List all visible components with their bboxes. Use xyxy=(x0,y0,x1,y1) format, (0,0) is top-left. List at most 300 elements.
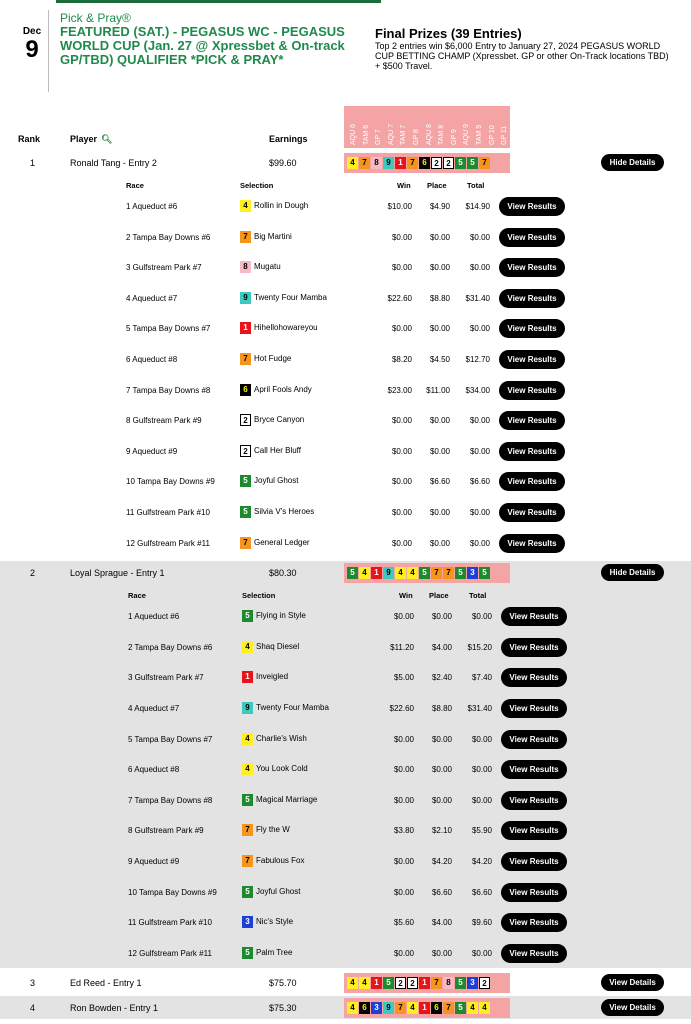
race-name: 12 Gulfstream Park #11 xyxy=(126,538,210,548)
view-results-button[interactable]: View Results xyxy=(499,258,565,277)
saddle-cloth-4: 4 xyxy=(359,977,370,989)
saddle-cloth-4: 4 xyxy=(242,641,253,653)
win-amount: $11.20 xyxy=(390,642,414,652)
win-amount: $0.00 xyxy=(391,508,412,517)
total-amount: $0.00 xyxy=(471,795,492,805)
total-amount: $0.00 xyxy=(471,734,492,744)
race-row xyxy=(0,222,691,252)
saddle-cloth-3: 3 xyxy=(467,567,478,579)
selection xyxy=(240,414,304,426)
horse-name: April Fools Andy xyxy=(254,384,312,394)
saddle-cloth-4: 4 xyxy=(359,567,370,579)
saddle-cloth-1: 1 xyxy=(371,977,382,989)
rank-column-header: Rank xyxy=(18,134,41,144)
horse-name: Charlie's Wish xyxy=(256,733,307,743)
view-results-button[interactable]: View Results xyxy=(501,668,567,687)
view-results-button[interactable]: View Results xyxy=(499,534,565,553)
saddle-cloth-7: 7 xyxy=(431,567,442,579)
saddle-cloth-7: 7 xyxy=(407,157,418,169)
track-header xyxy=(448,107,460,145)
view-results-button[interactable]: View Results xyxy=(501,852,567,871)
total-amount: $5.90 xyxy=(471,826,492,836)
horse-name: Silvia V's Heroes xyxy=(254,507,315,517)
track-label: AQU 8 xyxy=(425,123,433,145)
hide-details-button[interactable]: Hide Details xyxy=(601,564,664,581)
race-name: 1 Aqueduct #6 xyxy=(128,612,180,622)
win-amount: $0.00 xyxy=(391,446,412,456)
horse-name: Hihellohowareyou xyxy=(254,323,318,333)
race-name: 6 Aqueduct #8 xyxy=(128,765,180,775)
player-header-label: Player xyxy=(70,134,98,144)
selection xyxy=(242,947,292,959)
saddle-cloth-2: 2 xyxy=(240,414,251,426)
selection xyxy=(240,475,298,487)
track-header xyxy=(410,107,422,145)
race-row xyxy=(0,252,691,282)
track-header xyxy=(385,107,397,145)
saddle-cloth-4: 4 xyxy=(347,977,358,989)
player-column-header[interactable] xyxy=(70,134,112,145)
saddle-cloth-5: 5 xyxy=(419,567,430,579)
place-amount: $6.60 xyxy=(429,477,450,487)
win-header: Win xyxy=(399,591,413,601)
horse-name: Fly the W xyxy=(256,825,290,835)
horse-name: Joyful Ghost xyxy=(256,886,301,896)
place-amount: $4.90 xyxy=(429,202,450,211)
selection xyxy=(242,671,288,683)
saddle-cloth-5: 5 xyxy=(455,567,466,579)
race-details xyxy=(0,585,691,968)
saddle-cloth-4: 4 xyxy=(479,1002,490,1014)
total-amount: $12.70 xyxy=(465,355,490,364)
total-amount: $0.00 xyxy=(469,416,490,426)
race-name: 2 Tampa Bay Downs #6 xyxy=(128,642,213,652)
track-label: AQU 9 xyxy=(463,123,471,145)
race-name: 6 Aqueduct #8 xyxy=(126,355,178,364)
view-results-button[interactable]: View Results xyxy=(499,442,565,461)
race-row xyxy=(0,466,691,496)
track-header xyxy=(435,107,447,145)
view-details-button[interactable]: View Details xyxy=(601,974,664,991)
top-accent-bar xyxy=(56,0,381,3)
saddle-cloth-1: 1 xyxy=(371,567,382,579)
saddle-cloth-5: 5 xyxy=(242,610,253,622)
total-amount: $31.40 xyxy=(465,293,490,303)
saddle-cloth-4: 4 xyxy=(347,157,358,169)
saddle-cloth-5: 5 xyxy=(242,947,253,959)
saddle-cloth-1: 1 xyxy=(242,671,253,683)
saddle-cloth-4: 4 xyxy=(467,1002,478,1014)
saddle-cloth-4: 4 xyxy=(242,763,253,775)
saddle-cloth-2: 2 xyxy=(240,445,251,457)
selection xyxy=(240,506,314,518)
saddle-cloth-1: 1 xyxy=(395,157,406,169)
view-results-button[interactable]: View Results xyxy=(499,350,565,369)
view-results-button[interactable]: View Results xyxy=(501,607,567,626)
place-amount: $0.00 xyxy=(429,263,450,273)
horse-name: Twenty Four Mamba xyxy=(256,703,329,713)
race-row xyxy=(0,497,691,527)
selection xyxy=(240,445,301,457)
saddle-cloth-5: 5 xyxy=(455,157,466,169)
saddle-cloth-6: 6 xyxy=(240,384,251,396)
saddle-cloth-5: 5 xyxy=(467,157,478,169)
player-row xyxy=(0,561,691,585)
saddle-cloth-4: 4 xyxy=(242,733,253,745)
track-label: AQU 6 xyxy=(350,123,357,145)
place-amount: $0.00 xyxy=(429,508,450,517)
selection xyxy=(240,200,308,212)
horse-name: Rollin in Dough xyxy=(254,201,309,211)
race-name: 7 Tampa Bay Downs #8 xyxy=(128,795,213,805)
place-amount: $0.00 xyxy=(429,538,450,548)
saddle-cloth-9: 9 xyxy=(242,702,253,714)
saddle-cloth-1: 1 xyxy=(419,977,430,989)
view-results-button[interactable]: View Results xyxy=(501,913,567,932)
horse-name: Flying in Style xyxy=(256,611,306,621)
saddle-cloth-7: 7 xyxy=(443,1002,454,1014)
place-header: Place xyxy=(429,591,449,601)
view-results-button[interactable]: View Results xyxy=(499,289,565,308)
total-amount: $34.00 xyxy=(465,385,490,395)
win-amount: $22.60 xyxy=(387,293,412,303)
total-amount: $9.60 xyxy=(471,918,492,928)
saddle-cloth-5: 5 xyxy=(383,977,394,989)
total-amount: $0.00 xyxy=(469,538,490,548)
total-amount: $31.40 xyxy=(467,703,492,713)
race-name: 8 Gulfstream Park #9 xyxy=(126,416,202,426)
race-row xyxy=(0,846,691,876)
saddle-cloth-7: 7 xyxy=(359,157,370,169)
selection xyxy=(242,886,300,898)
saddle-cloth-7: 7 xyxy=(431,977,442,989)
place-amount: $8.80 xyxy=(429,293,450,303)
total-amount: $0.00 xyxy=(469,508,490,517)
saddle-cloth-2: 2 xyxy=(443,157,454,169)
horse-name: You Look Cold xyxy=(256,764,308,774)
search-icon[interactable]: 🔍︎ xyxy=(101,134,113,144)
race-name: 3 Gulfstream Park #7 xyxy=(128,673,204,683)
horse-name: General Ledger xyxy=(254,537,310,547)
selection xyxy=(242,916,293,928)
race-row xyxy=(0,405,691,435)
race-row xyxy=(0,375,691,405)
total-amount: $0.00 xyxy=(469,324,490,334)
player-name: Ed Reed - Entry 1 xyxy=(70,978,142,989)
total-header: Total xyxy=(467,181,485,190)
place-amount: $4.00 xyxy=(431,642,452,652)
prizes-text: Top 2 entries win $6,000 Entry to January 27, 2024 PEGASUS WORLD CUP BETTING CHAMP (Xpressbet. GP or other On-Track locations TBD) + $500 Travel. xyxy=(375,41,669,71)
selection-header: Selection xyxy=(242,591,276,601)
win-amount: $3.80 xyxy=(393,826,414,836)
selection xyxy=(240,537,310,549)
view-results-button[interactable]: View Results xyxy=(501,638,567,657)
track-label: GP 8 xyxy=(413,129,420,145)
place-header: Place xyxy=(427,181,447,190)
place-amount: $0.00 xyxy=(431,734,452,744)
horse-name: Inveigled xyxy=(256,672,289,682)
saddle-cloth-7: 7 xyxy=(240,537,251,549)
saddle-cloth-9: 9 xyxy=(240,292,251,304)
total-amount: $0.00 xyxy=(471,612,492,622)
selection xyxy=(240,231,292,243)
player-row xyxy=(0,151,691,175)
saddle-cloth-5: 5 xyxy=(242,794,253,806)
track-label: TAM 9 xyxy=(476,124,483,145)
selection xyxy=(242,733,307,745)
saddle-cloth-4: 4 xyxy=(407,1002,418,1014)
saddle-cloth-6: 6 xyxy=(419,157,430,169)
place-amount: $0.00 xyxy=(429,232,450,242)
selection xyxy=(240,261,281,273)
win-amount: $23.00 xyxy=(387,385,412,395)
total-amount: $6.60 xyxy=(471,887,492,897)
place-amount: $0.00 xyxy=(429,416,450,426)
horse-name: Call Her Bluff xyxy=(254,445,301,455)
saddle-cloth-5: 5 xyxy=(240,475,251,487)
track-header xyxy=(486,107,498,145)
saddle-cloth-9: 9 xyxy=(383,157,394,169)
place-amount: $0.00 xyxy=(431,765,452,775)
view-results-button[interactable]: View Results xyxy=(501,791,567,810)
contest-title xyxy=(60,12,355,67)
view-results-button[interactable]: View Results xyxy=(501,883,567,902)
race-name: 3 Gulfstream Park #7 xyxy=(126,263,202,273)
player-row xyxy=(0,996,691,1019)
view-results-button[interactable]: View Results xyxy=(501,730,567,749)
horse-name: Big Martini xyxy=(254,231,292,241)
race-name: 11 Gulfstream Park #10 xyxy=(128,918,212,928)
race-name: 10 Tampa Bay Downs #9 xyxy=(126,477,215,487)
saddle-cloth-3: 3 xyxy=(371,1002,382,1014)
total-amount: $6.60 xyxy=(469,477,490,487)
race-header: Race xyxy=(128,591,146,601)
win-amount: $0.00 xyxy=(391,263,412,273)
race-row xyxy=(0,907,691,937)
win-amount: $0.00 xyxy=(393,856,414,866)
hide-details-button[interactable]: Hide Details xyxy=(601,154,664,171)
race-row xyxy=(0,724,691,754)
total-amount: $4.20 xyxy=(471,856,492,866)
view-results-button[interactable]: View Results xyxy=(501,821,567,840)
place-amount: $0.00 xyxy=(429,324,450,334)
win-amount: $0.00 xyxy=(391,538,412,548)
total-amount: $0.00 xyxy=(471,765,492,775)
player-earnings: $75.30 xyxy=(269,1003,297,1014)
saddle-cloth-7: 7 xyxy=(240,353,251,365)
race-row xyxy=(0,313,691,343)
track-label: TAM 7 xyxy=(400,124,408,145)
place-amount: $2.10 xyxy=(431,826,452,836)
race-name: 9 Aqueduct #9 xyxy=(126,446,178,456)
saddle-cloth-5: 5 xyxy=(479,567,490,579)
horse-name: Hot Fudge xyxy=(254,354,292,364)
view-results-button[interactable]: View Results xyxy=(499,411,565,430)
view-results-button[interactable]: View Results xyxy=(499,381,565,400)
saddle-cloth-7: 7 xyxy=(242,824,253,836)
player-rank: 4 xyxy=(30,1003,36,1014)
horse-name: Bryce Canyon xyxy=(254,415,305,425)
date-day: 9 xyxy=(25,36,39,63)
horse-name: Palm Tree xyxy=(256,947,293,957)
win-amount: $0.00 xyxy=(393,948,414,958)
race-name: 11 Gulfstream Park #10 xyxy=(126,508,210,517)
player-name: Ronald Tang - Entry 2 xyxy=(70,158,157,168)
selection-strip xyxy=(344,153,510,173)
view-results-button[interactable]: View Results xyxy=(499,319,565,338)
saddle-cloth-7: 7 xyxy=(242,855,253,867)
selection-strip xyxy=(344,973,510,993)
place-amount: $4.20 xyxy=(431,856,452,866)
horse-name: Shaq Diesel xyxy=(256,641,300,651)
win-amount: $0.00 xyxy=(391,416,412,426)
header-divider xyxy=(48,10,49,92)
track-label: AQU 7 xyxy=(387,123,395,145)
win-header: Win xyxy=(397,181,411,190)
player-row xyxy=(0,971,691,994)
selection xyxy=(242,763,308,775)
saddle-cloth-8: 8 xyxy=(371,157,382,169)
win-amount: $0.00 xyxy=(393,612,414,622)
track-label: GP 7 xyxy=(375,129,383,145)
track-header xyxy=(360,107,372,145)
race-name: 12 Gulfstream Park #11 xyxy=(128,948,212,958)
selection-strip xyxy=(344,563,510,583)
saddle-cloth-8: 8 xyxy=(443,977,454,989)
saddle-cloth-5: 5 xyxy=(242,886,253,898)
selection xyxy=(240,353,291,365)
player-name: Loyal Sprague - Entry 1 xyxy=(70,568,165,579)
track-header xyxy=(372,107,384,145)
saddle-cloth-7: 7 xyxy=(443,567,454,579)
view-results-button[interactable]: View Results xyxy=(501,760,567,779)
view-results-button[interactable]: View Results xyxy=(499,503,565,522)
race-row xyxy=(0,754,691,784)
contest-name: FEATURED (SAT.) - PEGASUS WC - PEGASUS WORLD CUP (Jan. 27 @ Xpressbet & On-track GP/TBD) QUALIFIER *PICK & PRAY* xyxy=(60,24,345,67)
saddle-cloth-1: 1 xyxy=(419,1002,430,1014)
view-results-button[interactable]: View Results xyxy=(501,944,567,963)
saddle-cloth-7: 7 xyxy=(479,157,490,169)
prizes-heading: Final Prizes (39 Entries) xyxy=(375,26,522,41)
race-row xyxy=(0,436,691,466)
win-amount: $8.20 xyxy=(391,355,412,364)
race-name: 5 Tampa Bay Downs #7 xyxy=(128,734,213,744)
player-rank: 2 xyxy=(30,568,36,579)
place-amount: $0.00 xyxy=(431,948,452,958)
track-header xyxy=(423,107,435,145)
race-row xyxy=(0,601,691,631)
selection-strip xyxy=(344,998,510,1018)
horse-name: Joyful Ghost xyxy=(254,476,299,486)
total-amount: $7.40 xyxy=(471,673,492,683)
place-amount: $2.40 xyxy=(431,673,452,683)
horse-name: Nic's Style xyxy=(256,917,294,927)
race-row xyxy=(0,877,691,907)
saddle-cloth-4: 4 xyxy=(240,200,251,212)
saddle-cloth-2: 2 xyxy=(395,977,406,989)
selection xyxy=(242,641,299,653)
win-amount: $22.60 xyxy=(389,703,414,713)
race-row xyxy=(0,785,691,815)
saddle-cloth-3: 3 xyxy=(242,916,253,928)
saddle-cloth-7: 7 xyxy=(395,1002,406,1014)
race-name: 4 Aqueduct #7 xyxy=(126,293,178,303)
race-row xyxy=(0,344,691,374)
player-name: Ron Bowden - Entry 1 xyxy=(70,1003,159,1014)
saddle-cloth-2: 2 xyxy=(479,977,490,989)
track-label: GP 11 xyxy=(501,125,509,145)
view-results-button[interactable]: View Results xyxy=(501,699,567,718)
win-amount: $0.00 xyxy=(391,477,412,487)
race-row xyxy=(0,693,691,723)
total-header: Total xyxy=(469,591,487,601)
total-amount: $15.20 xyxy=(467,642,492,652)
saddle-cloth-9: 9 xyxy=(383,567,394,579)
place-amount: $6.60 xyxy=(431,887,452,897)
win-amount: $0.00 xyxy=(391,232,412,242)
horse-name: Mugatu xyxy=(254,262,281,272)
view-results-button[interactable]: View Results xyxy=(499,228,565,247)
saddle-cloth-8: 8 xyxy=(240,261,251,273)
view-details-button[interactable]: View Details xyxy=(601,999,664,1016)
total-amount: $0.00 xyxy=(469,232,490,242)
track-header xyxy=(473,107,485,145)
view-results-button[interactable]: View Results xyxy=(499,472,565,491)
place-amount: $4.50 xyxy=(429,355,450,364)
selection xyxy=(240,322,318,334)
win-amount: $10.00 xyxy=(387,202,412,211)
saddle-cloth-4: 4 xyxy=(395,567,406,579)
track-header xyxy=(347,107,359,145)
saddle-cloth-9: 9 xyxy=(383,1002,394,1014)
place-amount: $11.00 xyxy=(426,385,450,395)
win-amount: $0.00 xyxy=(393,887,414,897)
selection xyxy=(242,794,317,806)
race-row xyxy=(0,815,691,845)
race-header: Race xyxy=(126,181,144,190)
win-amount: $5.00 xyxy=(393,673,414,683)
saddle-cloth-5: 5 xyxy=(240,506,251,518)
player-rank: 1 xyxy=(30,158,36,168)
player-earnings: $80.30 xyxy=(269,568,297,579)
place-amount: $8.80 xyxy=(431,703,452,713)
race-row xyxy=(0,632,691,662)
track-header-strip xyxy=(344,106,510,148)
selection xyxy=(242,824,290,836)
win-amount: $0.00 xyxy=(391,324,412,334)
selection-header: Selection xyxy=(240,181,274,190)
final-prizes xyxy=(375,27,675,71)
horse-name: Magical Marriage xyxy=(256,794,318,804)
saddle-cloth-6: 6 xyxy=(359,1002,370,1014)
view-results-button[interactable]: View Results xyxy=(499,197,565,216)
race-row xyxy=(0,191,691,221)
race-name: 8 Gulfstream Park #9 xyxy=(128,826,204,836)
race-name: 5 Tampa Bay Downs #7 xyxy=(126,324,211,334)
place-amount: $4.00 xyxy=(431,918,452,928)
place-amount: $0.00 xyxy=(429,446,450,456)
player-earnings: $99.60 xyxy=(269,158,297,168)
total-amount: $14.90 xyxy=(465,202,490,211)
place-amount: $0.00 xyxy=(431,795,452,805)
horse-name: Twenty Four Mamba xyxy=(254,292,327,302)
selection xyxy=(240,292,327,304)
race-name: 10 Tampa Bay Downs #9 xyxy=(128,887,217,897)
race-name: 2 Tampa Bay Downs #6 xyxy=(126,232,211,242)
saddle-cloth-5: 5 xyxy=(455,977,466,989)
contest-brand: Pick & Pray® xyxy=(60,11,131,25)
race-name: 1 Aqueduct #6 xyxy=(126,202,178,211)
